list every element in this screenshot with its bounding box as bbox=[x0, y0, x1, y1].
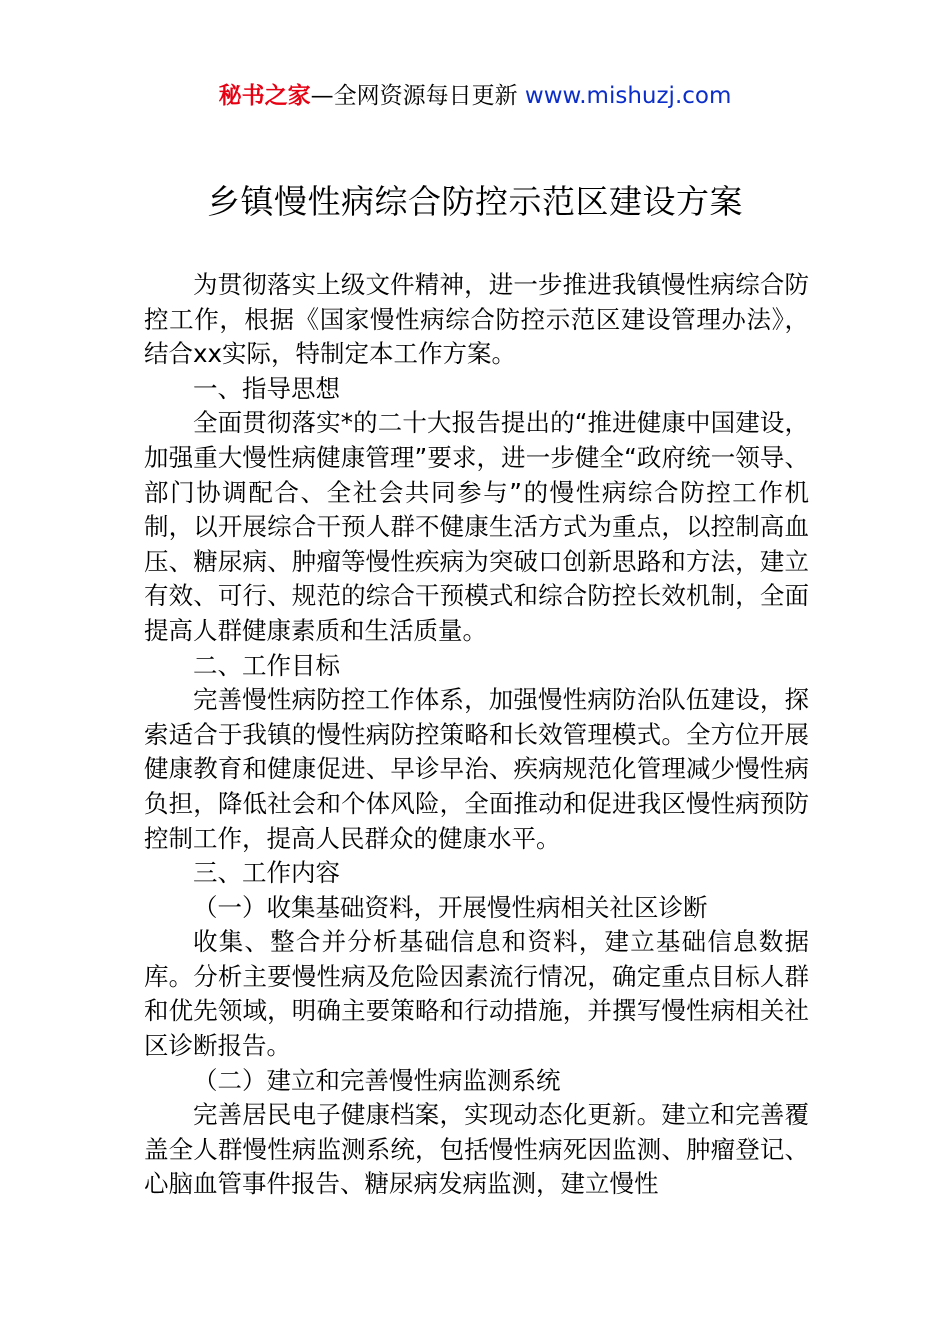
section-heading-work-goals: 二、工作目标 bbox=[193, 650, 340, 680]
paragraph-collect-data: 收集、整合并分析基础信息和资料，建立基础信息数据库。分析主要慢性病及危险因素流行情况，确定重点目标人群和优先领域，明确主要策略和行动措施，并撰写慢性病相关社区诊断报告。 bbox=[144, 927, 809, 1061]
site-url-link[interactable]: www.mishuzj.com bbox=[524, 83, 732, 109]
document-title: 乡镇慢性病综合防控示范区建设方案 bbox=[207, 182, 743, 221]
site-brand: 秘书之家 bbox=[218, 83, 311, 109]
section-heading-work-content: 三、工作内容 bbox=[193, 858, 340, 888]
section-heading-guiding-ideology: 一、指导思想 bbox=[193, 373, 340, 403]
paragraph-monitoring-system: 完善居民电子健康档案，实现动态化更新。建立和完善覆盖全人群慢性病监测系统，包括慢性病死因监测、肿瘤登记、心脑血管事件报告、糖尿病发病监测，建立慢性 bbox=[144, 1100, 809, 1199]
site-tagline: —全网资源每日更新 bbox=[310, 83, 518, 109]
paragraph-guiding-ideology: 全面贯彻落实*的二十大报告提出的“推进健康中国建设，加强重大慢性病健康管理”要求，进一步健全“政府统一领导、部门协调配合、全社会共同参与”的慢性病综合防控工作机制，以开展综合干预人群不健康生活方式为重点，以控制高血压、糖尿病、肿瘤等慢性疾病为突破口创新思路和方法，建立有效、可行、规范的综合干预模式和综合防控长效机制，全面提高人群健康素质和生活质量。 bbox=[144, 408, 809, 645]
subheading-collect-data: （一）收集基础资料，开展慢性病相关社区诊断 bbox=[193, 892, 708, 922]
site-header bbox=[0, 80, 950, 112]
subheading-monitoring-system: （二）建立和完善慢性病监测系统 bbox=[193, 1065, 561, 1095]
document-body bbox=[144, 268, 809, 1202]
paragraph-intro: 为贯彻落实上级文件精神，进一步推进我镇慢性病综合防控工作，根据《国家慢性病综合防控示范区建设管理办法》，结合xx实际，特制定本工作方案。 bbox=[144, 270, 809, 369]
paragraph-work-goals: 完善慢性病防控工作体系，加强慢性病防治队伍建设，探索适合于我镇的慢性病防控策略和长效管理模式。全方位开展健康教育和健康促进、早诊早治、疾病规范化管理减少慢性病负担，降低社会和个体风险，全面推动和促进我区慢性病预防控制工作，提高人民群众的健康水平。 bbox=[144, 685, 809, 853]
